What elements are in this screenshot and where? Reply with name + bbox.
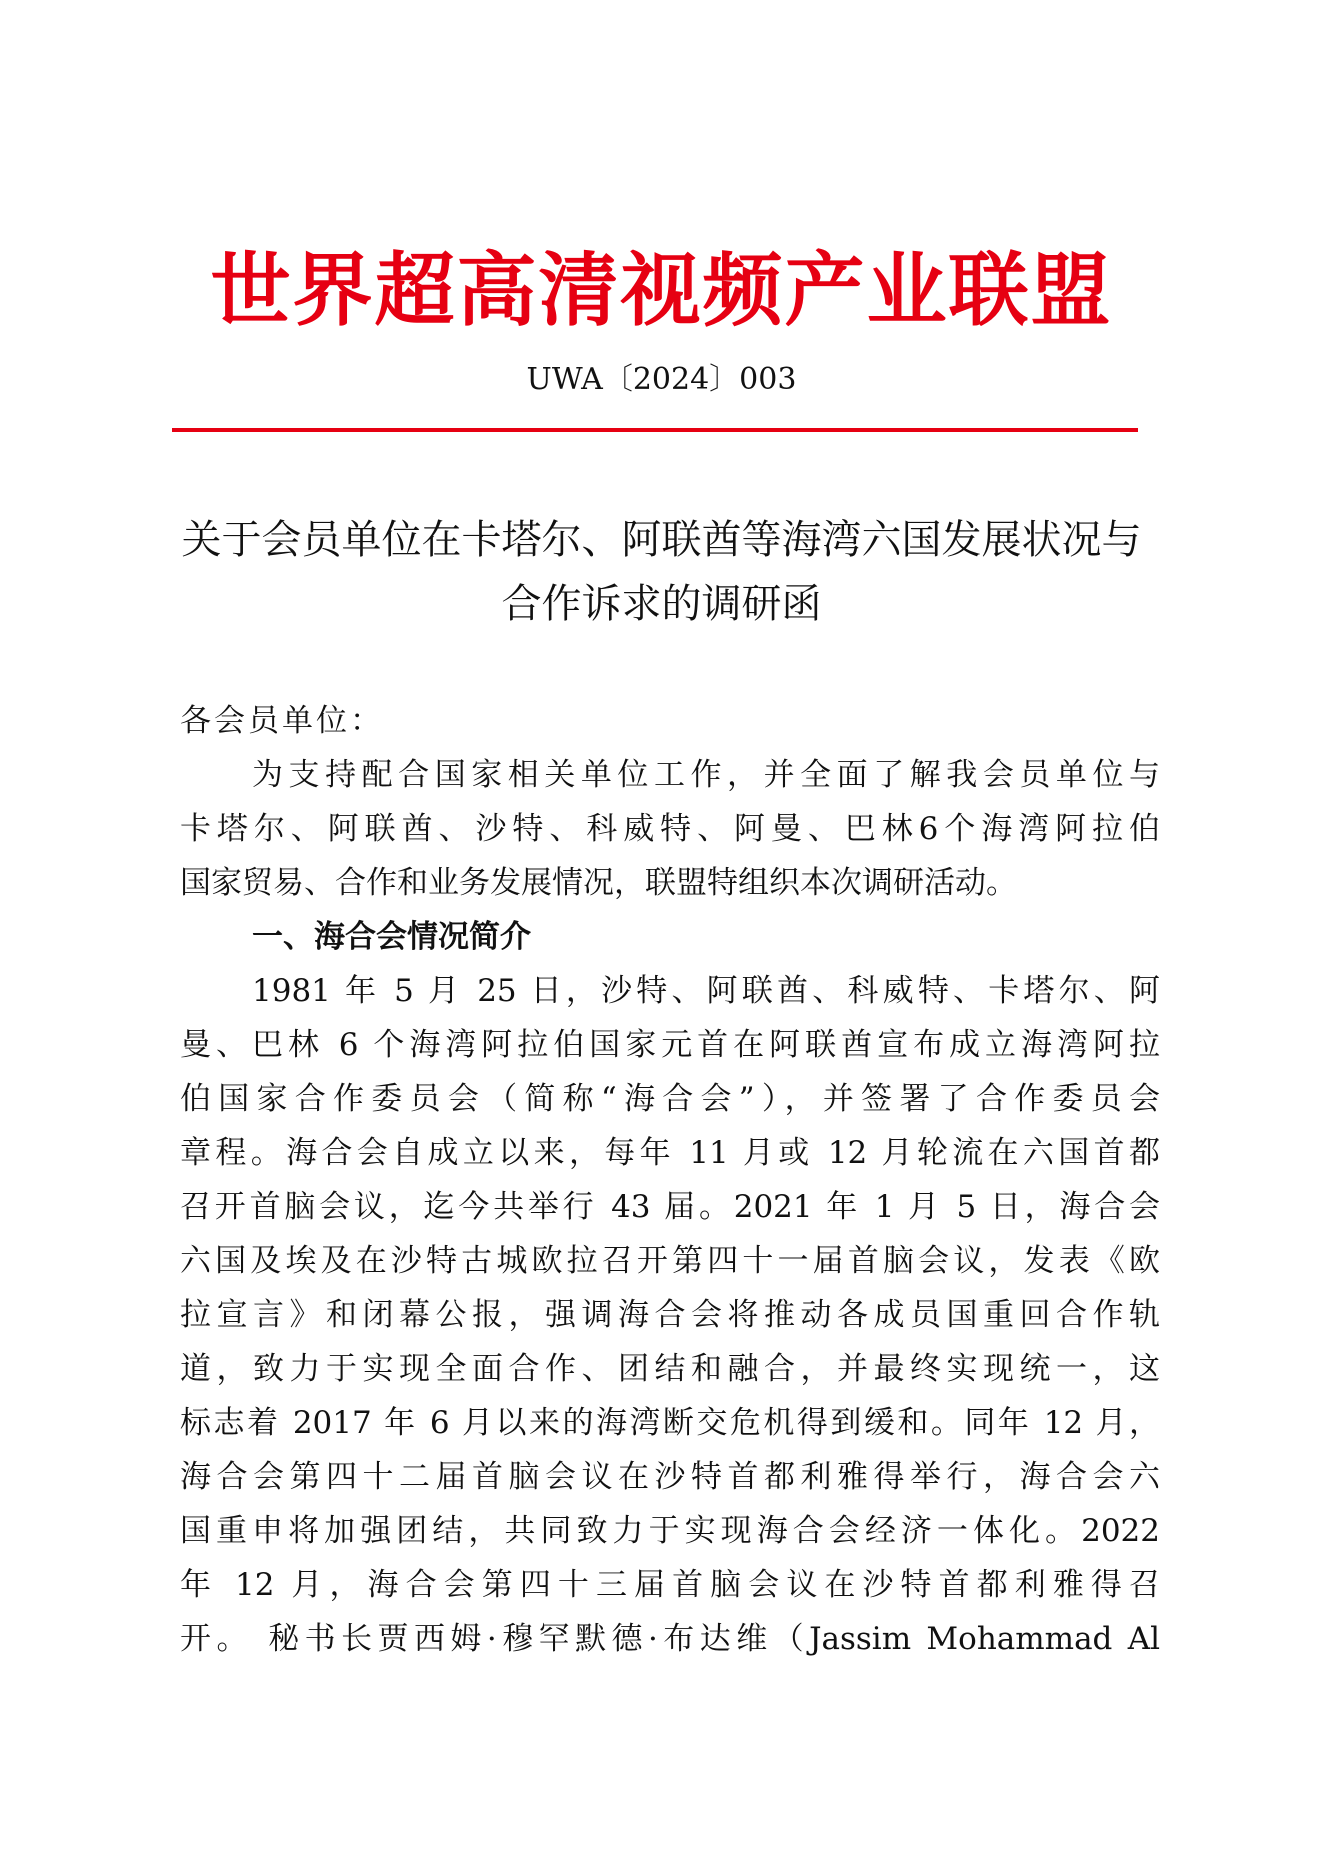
section-heading: 一、海合会情况简介	[252, 919, 531, 955]
paragraph-line: 章程。海合会自成立以来，每年 11 月或 12 月轮流在六国首都	[180, 1135, 1160, 1171]
document-number: UWA〔2024〕003	[526, 362, 797, 397]
intro-line: 国家贸易、合作和业务发展情况，联盟特组织本次调研活动。	[180, 865, 1017, 901]
paragraph-line: 伯国家合作委员会（简称“海合会”），并签署了合作委员会	[180, 1081, 1160, 1117]
intro-line: 为支持配合国家相关单位工作，并全面了解我会员单位与	[252, 757, 1160, 793]
document-title-line-1: 关于会员单位在卡塔尔、阿联酋等海湾六国发展状况与	[181, 517, 1142, 563]
paragraph-line: 开。 秘书长贾西姆·穆罕默德·布达维（Jassim Mohammad Al	[180, 1621, 1160, 1657]
document-title	[150, 508, 1173, 636]
paragraph-line: 召开首脑会议，迄今共举行 43 届。2021 年 1 月 5 日，海合会	[180, 1189, 1160, 1225]
paragraph-line: 年 12 月，海合会第四十三届首脑会议在沙特首都利雅得召	[180, 1567, 1160, 1603]
paragraph-line: 六国及埃及在沙特古城欧拉召开第四十一届首脑会议，发表《欧	[180, 1243, 1160, 1279]
paragraph-line: 1981 年 5 月 25 日，沙特、阿联酋、科威特、卡塔尔、阿	[252, 973, 1160, 1009]
paragraph-line: 曼、巴林 6 个海湾阿拉伯国家元首在阿联酋宣布成立海湾阿拉	[180, 1027, 1160, 1063]
document-title-line-2: 合作诉求的调研函	[501, 581, 822, 627]
paragraph-line: 拉宣言》和闭幕公报，强调海合会将推动各成员国重回合作轨	[180, 1297, 1160, 1333]
salutation: 各会员单位：	[180, 703, 384, 739]
red-divider	[172, 428, 1138, 432]
org-name: 世界超高清视频产业联盟	[210, 243, 1113, 337]
paragraph-line: 国重申将加强团结，共同致力于实现海合会经济一体化。2022	[180, 1513, 1160, 1549]
paragraph-line: 标志着 2017 年 6 月以来的海湾断交危机得到缓和。同年 12 月，	[180, 1405, 1160, 1441]
paragraph-line: 道，致力于实现全面合作、团结和融合，并最终实现统一，这	[180, 1351, 1160, 1387]
paragraph-line: 海合会第四十二届首脑会议在沙特首都利雅得举行，海合会六	[180, 1459, 1160, 1495]
intro-line: 卡塔尔、阿联酋、沙特、科威特、阿曼、巴林6个海湾阿拉伯	[180, 811, 1160, 847]
